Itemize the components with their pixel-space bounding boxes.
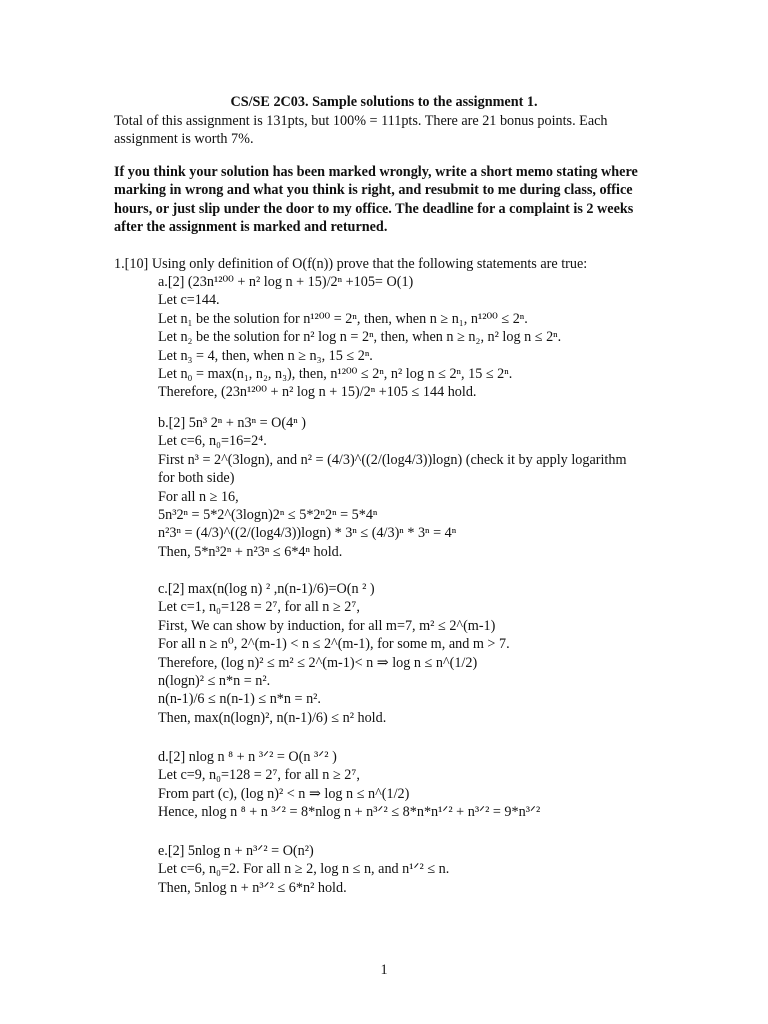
part-c-line-7: Then, max(n(logn)², n(n-1)/6) ≤ n² hold. (158, 709, 387, 726)
part-e-statement: e.[2] 5nlog n + n³ᐟ² = O(n²) (158, 843, 314, 859)
part-a-line-4: Let n₃ = 4, then, when n ≥ n₃, 15 ≤ 2ⁿ. (158, 347, 373, 364)
part-a (158, 273, 638, 402)
part-a-line-2: Let n₁ be the solution for n¹²⁰⁰ = 2ⁿ, then, when n ≥ n₁, n¹²⁰⁰ ≤ 2ⁿ. (158, 310, 528, 327)
part-b-line-2: First n³ = 2^(3logn), and n² = (4/3)^((2/(log4/3))logn) (check it by apply logarithm for both side) (158, 451, 627, 487)
part-c-line-1: Let c=1, n₀=128 = 2⁷, for all n ≥ 2⁷, (158, 599, 360, 616)
page-number: 1 (380, 962, 388, 978)
part-d-line-2: From part (c), (log n)² < n ⇒ log n ≤ n^(1/2) (158, 785, 410, 802)
part-b-line-5: n²3ⁿ = (4/3)^((2/(log4/3))logn) * 3ⁿ ≤ (4/3)ⁿ * 3ⁿ = 4ⁿ (158, 525, 457, 542)
part-c-line-6: n(n-1)/6 ≤ n(n-1) ≤ n*n = n². (158, 691, 321, 708)
part-b-statement: b.[2] 5n³ 2ⁿ + n3ⁿ = O(4ⁿ ) (158, 415, 306, 431)
part-d-line-3: Hence, nlog n ⁸ + n ³ᐟ² = 8*nlog n + n³ᐟ² ≤ 8*n*n¹ᐟ² + n³ᐟ² = 9*n³ᐟ² (158, 804, 541, 821)
part-a-line-3: Let n₂ be the solution for n² log n = 2ⁿ, then, when n ≥ n₂, n² log n ≤ 2ⁿ. (158, 329, 562, 346)
part-a-line-5: Let n₀ = max(n₁, n₂, n₃), then, n¹²⁰⁰ ≤ 2ⁿ, n² log n ≤ 2ⁿ, 15 ≤ 2ⁿ. (158, 366, 513, 383)
part-d (158, 748, 638, 822)
part-d-line-1: Let c=9, n₀=128 = 2⁷, for all n ≥ 2⁷, (158, 767, 360, 784)
complaint-notice: If you think your solution has been marked wrongly, write a short memo stating where marking in wrong and what you think is right, and resubmit to me during class, office hours, or just slip under the door to my office. The deadline for a complaint is 2 weeks after the assignment is marked and returned. (114, 164, 638, 236)
part-c-line-2: First, We can show by induction, for all m=7, m² ≤ 2^(m-1) (158, 617, 496, 634)
part-b-line-3: For all n ≥ 16, (158, 488, 239, 505)
part-c-line-3: For all n ≥ n⁰, 2^(m-1) < n ≤ 2^(m-1), for some m, and m > 7. (158, 636, 510, 653)
intro-paragraph: Total of this assignment is 131pts, but 100% = 111pts. There are 21 bonus points. Each assignment is worth 7%. (114, 113, 608, 148)
part-b-line-1: Let c=6, n₀=16=2⁴. (158, 433, 267, 450)
part-e (158, 842, 638, 897)
part-d-statement: d.[2] nlog n ⁸ + n ³ᐟ² = O(n ³ᐟ² ) (158, 749, 337, 765)
document-title: CS/SE 2C03. Sample solutions to the assignment 1. (230, 94, 538, 110)
part-b (158, 414, 638, 561)
part-b-line-6: Then, 5*n³2ⁿ + n²3ⁿ ≤ 6*4ⁿ hold. (158, 543, 343, 560)
part-e-line-2: Then, 5nlog n + n³ᐟ² ≤ 6*n² hold. (158, 879, 347, 896)
problem-1-heading: 1.[10] Using only definition of O(f(n)) prove that the following statements are true: (114, 256, 588, 272)
part-a-statement: a.[2] (23n¹²⁰⁰ + n² log n + 15)/2ⁿ +105= O(1) (158, 274, 414, 290)
part-c-line-5: n(logn)² ≤ n*n = n². (158, 673, 271, 690)
part-c (158, 580, 638, 727)
part-e-line-1: Let c=6, n₀=2. For all n ≥ 2, log n ≤ n, and n¹ᐟ² ≤ n. (158, 861, 450, 878)
part-c-statement: c.[2] max(n(log n) ² ,n(n-1)/6)=O(n ² ) (158, 581, 375, 597)
part-b-line-4: 5n³2ⁿ = 5*2^(3logn)2ⁿ ≤ 5*2ⁿ2ⁿ = 5*4ⁿ (158, 507, 378, 524)
part-a-line-1: Let c=144. (158, 292, 220, 309)
part-c-line-4: Therefore, (log n)² ≤ m² ≤ 2^(m-1)< n ⇒ log n ≤ n^(1/2) (158, 654, 478, 671)
part-a-line-6: Therefore, (23n¹²⁰⁰ + n² log n + 15)/2ⁿ +105 ≤ 144 hold. (158, 384, 477, 401)
